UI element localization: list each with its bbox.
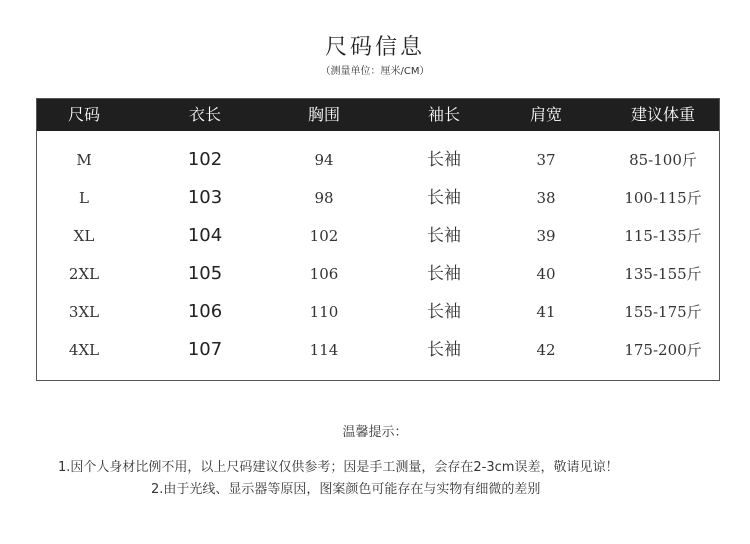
table-row <box>37 179 719 217</box>
cell-size: M <box>76 151 92 169</box>
cell-sleeve: 长袖 <box>427 226 461 246</box>
cell-chest: 98 <box>314 189 334 207</box>
cell-chest: 106 <box>309 265 339 283</box>
cell-shoulder: 40 <box>536 265 556 283</box>
column-header-sleeve: 袖长 <box>427 105 460 124</box>
cell-chest: 102 <box>309 227 339 245</box>
cell-chest: 110 <box>309 303 339 321</box>
table-row <box>37 141 719 179</box>
cell-length: 107 <box>187 339 223 360</box>
tip-item: 2.由于光线、显示器等原因，图案颜色可能存在与实物有细微的差别 <box>151 482 541 497</box>
column-header-shoulder: 肩宽 <box>529 105 562 124</box>
cell-size: 3XL <box>68 303 100 321</box>
cell-size: 2XL <box>68 265 100 283</box>
cell-shoulder: 39 <box>536 227 556 245</box>
cell-length: 102 <box>187 149 223 170</box>
cell-sleeve: 长袖 <box>427 302 461 322</box>
cell-weight: 85-100斤 <box>629 151 697 169</box>
cell-weight: 175-200斤 <box>624 341 702 359</box>
column-header-weight: 建议体重 <box>630 105 695 124</box>
measurement-unit-note: （测量单位：厘米/CM） <box>320 66 430 77</box>
cell-size: XL <box>73 227 95 245</box>
tip-item: 1.因个人身材比例不用，以上尺码建议仅供参考；因是手工测量，会存在2-3cm误差，敬请见谅！ <box>58 460 619 475</box>
cell-weight: 135-155斤 <box>624 265 702 283</box>
cell-weight: 155-175斤 <box>624 303 702 321</box>
table-row <box>37 331 719 369</box>
cell-weight: 115-135斤 <box>624 227 702 245</box>
tips-title: 温馨提示： <box>342 425 408 440</box>
cell-shoulder: 42 <box>536 341 556 359</box>
cell-size: L <box>79 189 89 207</box>
cell-sleeve: 长袖 <box>427 188 461 208</box>
table-header <box>37 99 719 131</box>
cell-size: 4XL <box>68 341 100 359</box>
cell-sleeve: 长袖 <box>427 264 461 284</box>
size-table <box>36 98 720 381</box>
column-header-chest: 胸围 <box>307 105 340 124</box>
cell-weight: 100-115斤 <box>624 189 702 207</box>
cell-chest: 94 <box>314 151 334 169</box>
cell-length: 104 <box>187 225 223 246</box>
column-header-size: 尺码 <box>67 105 100 124</box>
page-title: 尺码信息 <box>324 35 425 60</box>
cell-shoulder: 38 <box>536 189 556 207</box>
cell-shoulder: 41 <box>536 303 556 321</box>
cell-length: 105 <box>187 263 223 284</box>
cell-sleeve: 长袖 <box>427 150 461 170</box>
table-row <box>37 217 719 255</box>
cell-chest: 114 <box>309 341 339 359</box>
cell-sleeve: 长袖 <box>427 340 461 360</box>
cell-shoulder: 37 <box>536 151 556 169</box>
table-row <box>37 293 719 331</box>
cell-length: 103 <box>187 187 223 208</box>
column-header-length: 衣长 <box>188 105 221 124</box>
cell-length: 106 <box>187 301 223 322</box>
table-row <box>37 255 719 293</box>
